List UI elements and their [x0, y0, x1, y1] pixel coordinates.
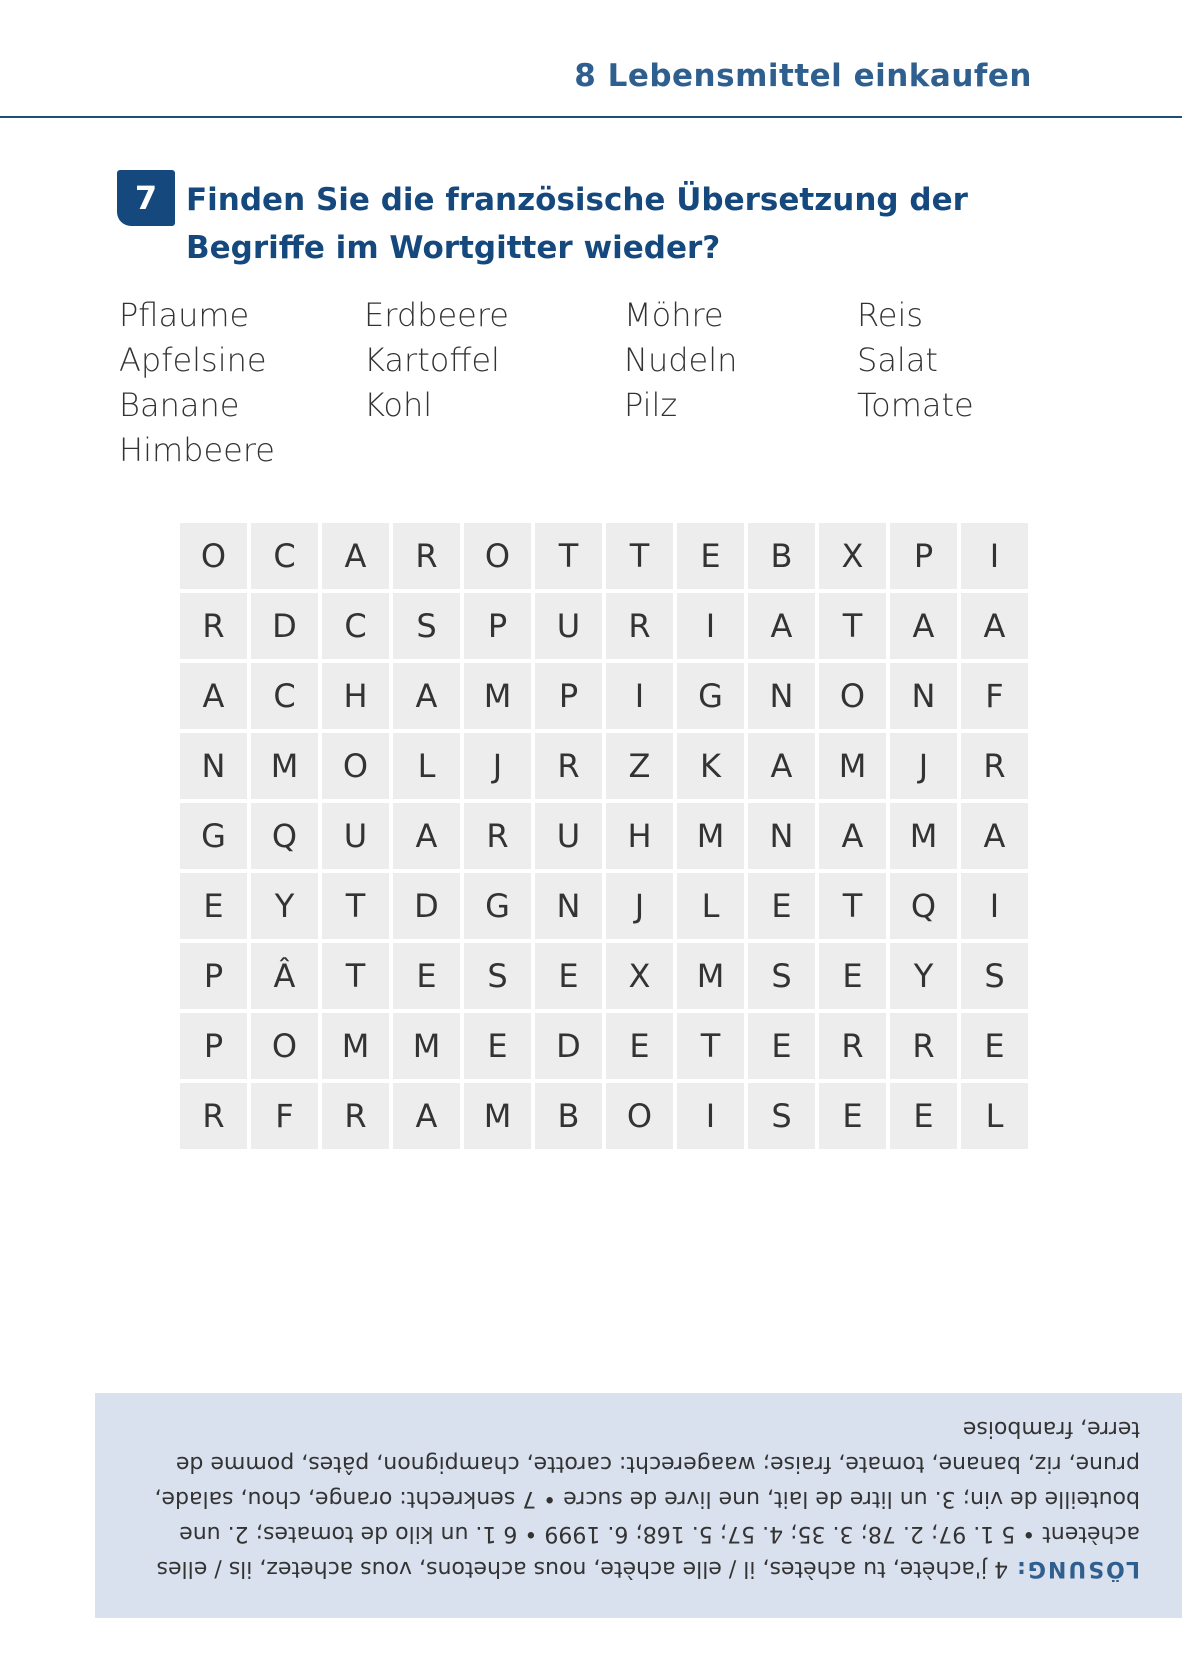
header-divider: [0, 116, 1182, 118]
grid-cell: R: [606, 593, 673, 659]
grid-cell: M: [251, 733, 318, 799]
grid-cell: O: [464, 523, 531, 589]
grid-cell: B: [535, 1083, 602, 1149]
grid-cell: O: [322, 733, 389, 799]
grid-cell: D: [535, 1013, 602, 1079]
grid-cell: M: [677, 943, 744, 1009]
grid-cell: O: [606, 1083, 673, 1149]
grid-cell: A: [819, 803, 886, 869]
grid-cell: A: [393, 803, 460, 869]
grid-cell: O: [819, 663, 886, 729]
grid-cell: U: [535, 593, 602, 659]
grid-cell: I: [677, 1083, 744, 1149]
grid-cell: R: [322, 1083, 389, 1149]
grid-cell: F: [251, 1083, 318, 1149]
grid-cell: Â: [251, 943, 318, 1009]
word-item: Apfelsine: [119, 341, 267, 379]
grid-cell: A: [961, 803, 1028, 869]
grid-cell: J: [890, 733, 957, 799]
word-search-grid: [180, 523, 1028, 1149]
task-title: Finden Sie die französische Übersetzung der Begriffe im Wortgitter wieder?: [186, 182, 968, 266]
grid-cell: L: [393, 733, 460, 799]
grid-cell: N: [890, 663, 957, 729]
word-item: Salat: [857, 341, 938, 379]
grid-cell: E: [464, 1013, 531, 1079]
word-item: Kohl: [364, 386, 433, 424]
grid-cell: J: [606, 873, 673, 939]
grid-cell: Z: [606, 733, 673, 799]
grid-cell: N: [748, 663, 815, 729]
grid-cell: E: [535, 943, 602, 1009]
grid-cell: C: [322, 593, 389, 659]
grid-cell: M: [464, 663, 531, 729]
grid-cell: I: [961, 873, 1028, 939]
grid-cell: P: [180, 943, 247, 1009]
grid-cell: N: [748, 803, 815, 869]
grid-cell: L: [961, 1083, 1028, 1149]
grid-cell: E: [180, 873, 247, 939]
solution-box: [95, 1393, 1182, 1618]
grid-cell: Q: [890, 873, 957, 939]
grid-cell: E: [890, 1083, 957, 1149]
grid-cell: F: [961, 663, 1028, 729]
grid-cell: N: [180, 733, 247, 799]
grid-cell: R: [819, 1013, 886, 1079]
grid-cell: I: [606, 663, 673, 729]
grid-cell: L: [677, 873, 744, 939]
grid-cell: E: [819, 1083, 886, 1149]
grid-cell: E: [393, 943, 460, 1009]
grid-cell: K: [677, 733, 744, 799]
chapter-title: 8 Lebensmittel einkaufen: [574, 58, 1032, 94]
grid-cell: R: [393, 523, 460, 589]
word-item: Himbeere: [119, 431, 275, 469]
grid-cell: P: [180, 1013, 247, 1079]
grid-cell: U: [535, 803, 602, 869]
word-list: [119, 296, 1019, 496]
solution-text-upside-down: [140, 1411, 1140, 1586]
grid-cell: R: [961, 733, 1028, 799]
grid-cell: I: [677, 593, 744, 659]
word-item: Nudeln: [624, 341, 738, 379]
word-item: Tomate: [857, 386, 974, 424]
grid-cell: A: [180, 663, 247, 729]
grid-cell: B: [748, 523, 815, 589]
grid-cell: M: [890, 803, 957, 869]
grid-cell: A: [890, 593, 957, 659]
grid-cell: T: [606, 523, 673, 589]
grid-cell: T: [819, 873, 886, 939]
grid-cell: T: [535, 523, 602, 589]
grid-cell: S: [748, 943, 815, 1009]
grid-cell: G: [464, 873, 531, 939]
grid-cell: T: [322, 943, 389, 1009]
word-item: Kartoffel: [364, 341, 500, 379]
word-item: Pflaume: [119, 296, 250, 334]
grid-cell: R: [890, 1013, 957, 1079]
grid-cell: X: [606, 943, 673, 1009]
grid-cell: P: [535, 663, 602, 729]
grid-cell: U: [322, 803, 389, 869]
grid-cell: X: [819, 523, 886, 589]
task-number-badge: 7: [117, 170, 175, 226]
grid-cell: R: [535, 733, 602, 799]
grid-cell: H: [322, 663, 389, 729]
grid-cell: E: [748, 873, 815, 939]
grid-cell: A: [748, 593, 815, 659]
grid-cell: A: [961, 593, 1028, 659]
grid-cell: C: [251, 523, 318, 589]
grid-cell: A: [393, 663, 460, 729]
grid-cell: C: [251, 663, 318, 729]
grid-cell: M: [322, 1013, 389, 1079]
grid-cell: E: [748, 1013, 815, 1079]
grid-cell: J: [464, 733, 531, 799]
grid-cell: Y: [890, 943, 957, 1009]
grid-cell: S: [748, 1083, 815, 1149]
grid-cell: I: [961, 523, 1028, 589]
word-item: Reis: [857, 296, 924, 334]
word-item: Banane: [119, 386, 240, 424]
grid-cell: T: [322, 873, 389, 939]
grid-cell: Y: [251, 873, 318, 939]
grid-cell: G: [180, 803, 247, 869]
grid-cell: D: [251, 593, 318, 659]
word-item: Erdbeere: [364, 296, 509, 334]
grid-cell: A: [322, 523, 389, 589]
grid-cell: O: [251, 1013, 318, 1079]
solution-text: 4 j'achète, tu achètes, il / elle achète, nous achetons, vous achetez, ils / elles achètent • 5 1. 97; 2. 78; 3. 35; 4. 57; 5. 168; 6. 1999 • 6 1. un kilo de tomates; 2. une bouteille de vin; 3. un litre de lait, une livre de sucre • 7 senkrecht: orange, chou, salade, prune, riz, banane, tomate, fraise; waagerecht: carotte, champignon, pâtes, pomme de terre, framboise: [154, 1416, 1140, 1581]
grid-cell: M: [464, 1083, 531, 1149]
grid-cell: R: [180, 593, 247, 659]
grid-cell: M: [677, 803, 744, 869]
grid-cell: S: [393, 593, 460, 659]
grid-cell: D: [393, 873, 460, 939]
grid-cell: E: [677, 523, 744, 589]
grid-cell: G: [677, 663, 744, 729]
grid-cell: T: [819, 593, 886, 659]
grid-cell: E: [606, 1013, 673, 1079]
grid-cell: A: [748, 733, 815, 799]
grid-cell: R: [464, 803, 531, 869]
grid-cell: H: [606, 803, 673, 869]
grid-cell: O: [180, 523, 247, 589]
grid-cell: N: [535, 873, 602, 939]
grid-cell: P: [890, 523, 957, 589]
word-item: Pilz: [624, 386, 678, 424]
grid-cell: M: [393, 1013, 460, 1079]
grid-cell: S: [464, 943, 531, 1009]
grid-cell: Q: [251, 803, 318, 869]
grid-cell: E: [961, 1013, 1028, 1079]
grid-cell: M: [819, 733, 886, 799]
grid-cell: P: [464, 593, 531, 659]
grid-cell: S: [961, 943, 1028, 1009]
solution-label: LÖSUNG:: [1015, 1556, 1140, 1581]
grid-cell: A: [393, 1083, 460, 1149]
grid-cell: E: [819, 943, 886, 1009]
grid-cell: T: [677, 1013, 744, 1079]
word-item: Möhre: [624, 296, 724, 334]
grid-cell: R: [180, 1083, 247, 1149]
